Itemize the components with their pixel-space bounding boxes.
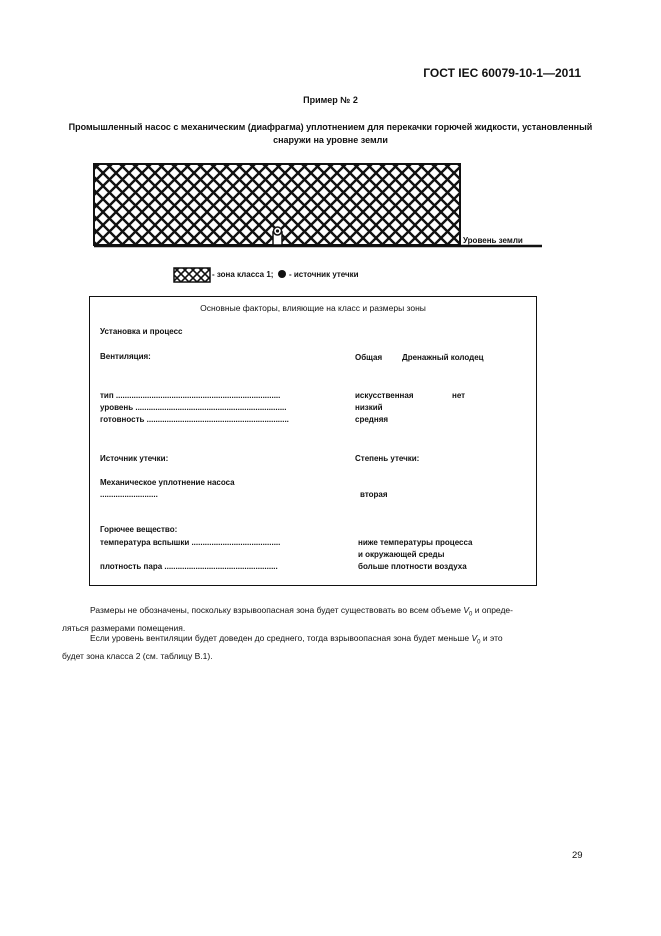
note-paragraph-1 [62,604,586,635]
vapour-density-value: больше плотности воздуха [358,562,467,571]
type-drain-value: нет [452,391,466,400]
note-paragraph-2 [62,632,586,663]
example-title: Пример № 2 [303,95,358,105]
mech-seal-degree: вторая [360,490,388,499]
flammable-label: Горючее вещество: [100,525,178,534]
page-number: 29 [572,850,583,861]
note-2-symbol: V [471,633,478,643]
level-value: низкий [355,403,383,412]
note-1-line-2: ляться размерами помещения. [62,622,186,633]
leak-degree-label: Степень утечки: [355,454,420,463]
figure-caption: Промышленный насос с механическим (диафрагма) уплотнением для перекачки горючей жидкости, установленный снаружи на уровне земли [68,122,593,145]
note-1-text-a: Размеры не обозначены, поскольку взрывоопасная зона будет существовать во всем объеме [90,605,461,615]
note-2-subscript: 0 [477,639,481,646]
note-2-text-b: и это [482,633,503,643]
availability-value: средняя [355,415,389,424]
pump-symbol [273,227,282,245]
note-1-symbol: V [463,605,470,615]
vapour-density-label: плотность пара ................................................... [100,562,278,571]
legend-text [212,270,359,279]
note-1-subscript: 0 [469,611,473,618]
ventilation-level: уровень .................................................................... [100,403,287,412]
leak-source-label: Источник утечки: [100,454,169,463]
ventilation-availability: готовность ................................................................ [100,415,289,424]
legend-zone-swatch [174,268,210,282]
flash-temp-label: температура вспышки ........................................ [100,538,281,547]
type-general-value: искусственная [355,391,414,400]
leak-source-icon [278,270,286,278]
factors-title: Основные факторы, влияющие на класс и размеры зоны [200,303,426,313]
flash-temp-value-2: и окружающей среды [358,550,445,559]
mech-seal-dots: .......................... [100,490,158,499]
legend-source-label: - источник утечки [288,270,359,279]
factors-table [89,296,537,586]
flash-temp-value-1: ниже температуры процесса [358,538,473,547]
note-2-line-2: будет зона класса 2 (см. таблицу В.1). [62,650,213,661]
legend-zone-label: - зона класса 1; [212,270,274,279]
ventilation-label: Вентиляция: [100,352,151,361]
mech-seal-label: Механическое уплотнение насоса [100,478,235,487]
general-column: Общая [355,353,383,362]
ground-level-label: Уровень земли [463,236,523,245]
document-code: ГОСТ IEC 60079-10-1—2011 [423,66,581,80]
install-process-label: Установка и процесс [100,327,183,336]
ventilation-type: тип .......................................................................... [100,391,281,400]
note-2-text-a: Если уровень вентиляции будет доведен до среднего, тогда взрывоопасная зона будет меньше [90,633,470,643]
drain-pit-column: Дренажный колодец [402,353,484,362]
note-1-text-b: и опреде- [474,605,513,615]
